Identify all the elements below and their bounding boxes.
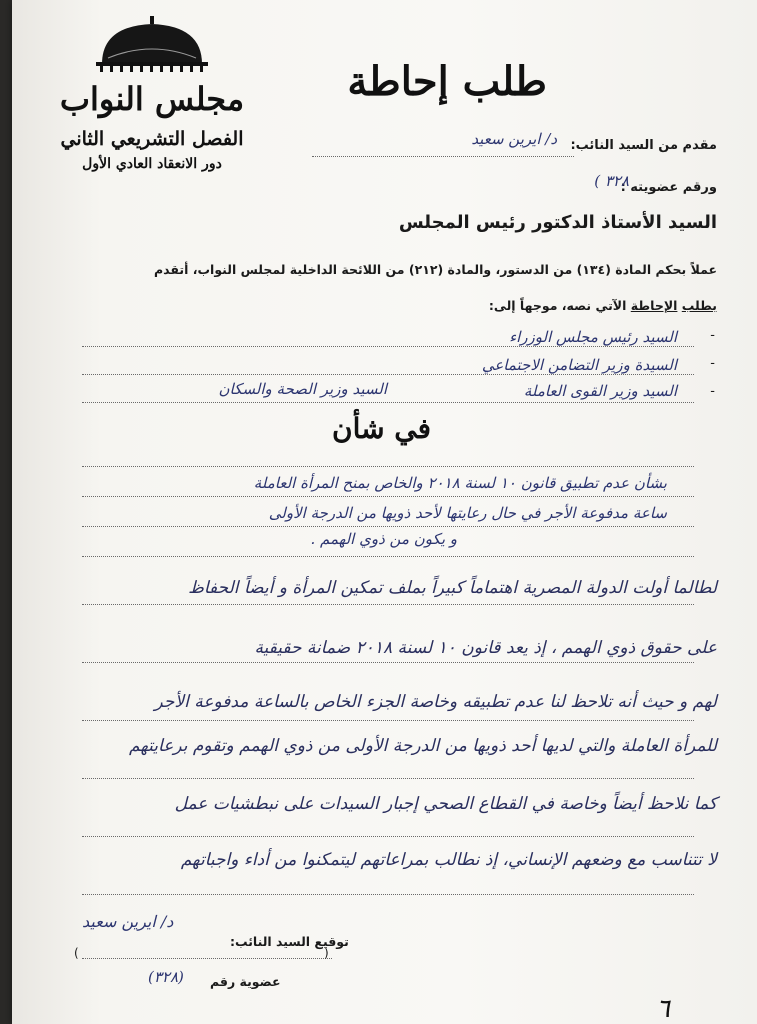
recipient-item: السيد رئيس مجلس الوزراء [509,328,677,346]
request-suffix: الآتي نصه، موجهاً إلى: [488,298,631,313]
recipient-dotted-line [82,402,694,403]
subject-line: ساعة مدفوعة الأجر في حال رعايتها لأحد ذويها من الدرجة الأولى [268,504,667,522]
subject-dotted-line [82,466,694,467]
body-dotted-line [82,836,694,837]
signature-dotted-line [82,958,332,959]
membership-number-handwritten: ( ٣٢٨ [594,172,629,190]
signature-paren-open: ) [324,946,329,960]
recipient-item: السيدة وزير التضامن الاجتماعي [481,356,677,374]
signature-membership-number: (٣٢٨) [148,968,184,986]
body-line: على حقوق ذوي الهمم ، إذ يعد قانون ١٠ لسنة ٢٠١٨ ضمانة حقيقية [254,638,717,658]
body-dotted-line [82,604,694,605]
recipient-bullet: - [710,356,715,371]
membership-label: ورقم عضويته : [620,180,717,195]
subject-line: بشأن عدم تطبيق قانون ١٠ لسنة ٢٠١٨ والخاص بمنح المرأة العاملة [253,474,667,492]
body-line: لطالما أولت الدولة المصرية اهتماماً كبيراً بملف تمكين المرأة و أيضاً الحفاظ [188,578,717,598]
body-dotted-line [82,720,694,721]
intro-paragraph: عملاً بحكم المادة (١٣٤) من الدستور، والمادة (٢١٢) من اللائحة الداخلية لمجلس النواب، أتقدم [154,262,717,277]
logo-session: دور الانعقاد العادي الأول [82,156,222,172]
body-dotted-line [82,894,694,895]
salutation: السيد الأستاذ الدكتور رئيس المجلس [398,212,717,233]
subject-dotted-line [82,496,694,497]
recipient-item: السيد وزير الصحة والسكان [218,380,387,398]
recipient-dotted-line [82,374,694,375]
request-prefix: بطلب [681,298,717,313]
parliament-logo [52,14,252,184]
signature-label: توقيع السيد النائب: [230,934,349,949]
body-line: للمرأة العاملة والتي لديها أحد ذويها من الدرجة الأولى من ذوي الهمم وتقوم برعايتهم [129,736,717,756]
subject-dotted-line [82,526,694,527]
signature-paren-close: ( [74,946,79,960]
body-line: كما نلاحظ أيضاً وخاصة في القطاع الصحي إجبار السيدات على نبطشيات عمل [174,794,717,814]
logo-legislative-chapter: الفصل التشريعي الثاني [60,128,244,150]
body-line: لا تتناسب مع وضعهم الإنساني، إذ نطالب بمراعاتهم ليتمكنوا من أداء واجباتهم [180,850,717,870]
submitter-dotted-line [312,156,574,157]
request-line [489,298,717,313]
page-number: ٦ [656,994,670,1024]
body-line: لهم و حيث أنه تلاحظ لنا عدم تطبيقه وخاصة الجزء الخاص بالساعة مدفوعة الأجر [154,692,717,712]
logo-parliament-name: مجلس النواب [59,80,245,118]
recipient-dotted-line [82,346,694,347]
recipient-item: السيد وزير القوى العاملة [523,382,677,400]
recipient-bullet: - [710,328,715,343]
request-emphasis: الإحاطة [630,298,678,313]
subject-heading: في شأن [332,412,432,445]
submitter-label: مقدم من السيد النائب: [570,138,717,153]
document-page [12,0,757,1024]
dome-icon [92,14,212,72]
subject-dotted-line [82,556,694,557]
signature-handwritten: د/ ايرين سعيد [82,912,174,931]
body-dotted-line [82,662,694,663]
document-title: طلب إحاطة [347,58,547,105]
subject-line: و يكون من ذوي الهمم . [310,530,457,548]
signature-membership-label: عضوية رقم [210,974,281,989]
recipient-bullet: - [710,384,715,399]
submitter-name-handwritten: د/ ايرين سعيد [471,130,557,148]
body-dotted-line [82,778,694,779]
